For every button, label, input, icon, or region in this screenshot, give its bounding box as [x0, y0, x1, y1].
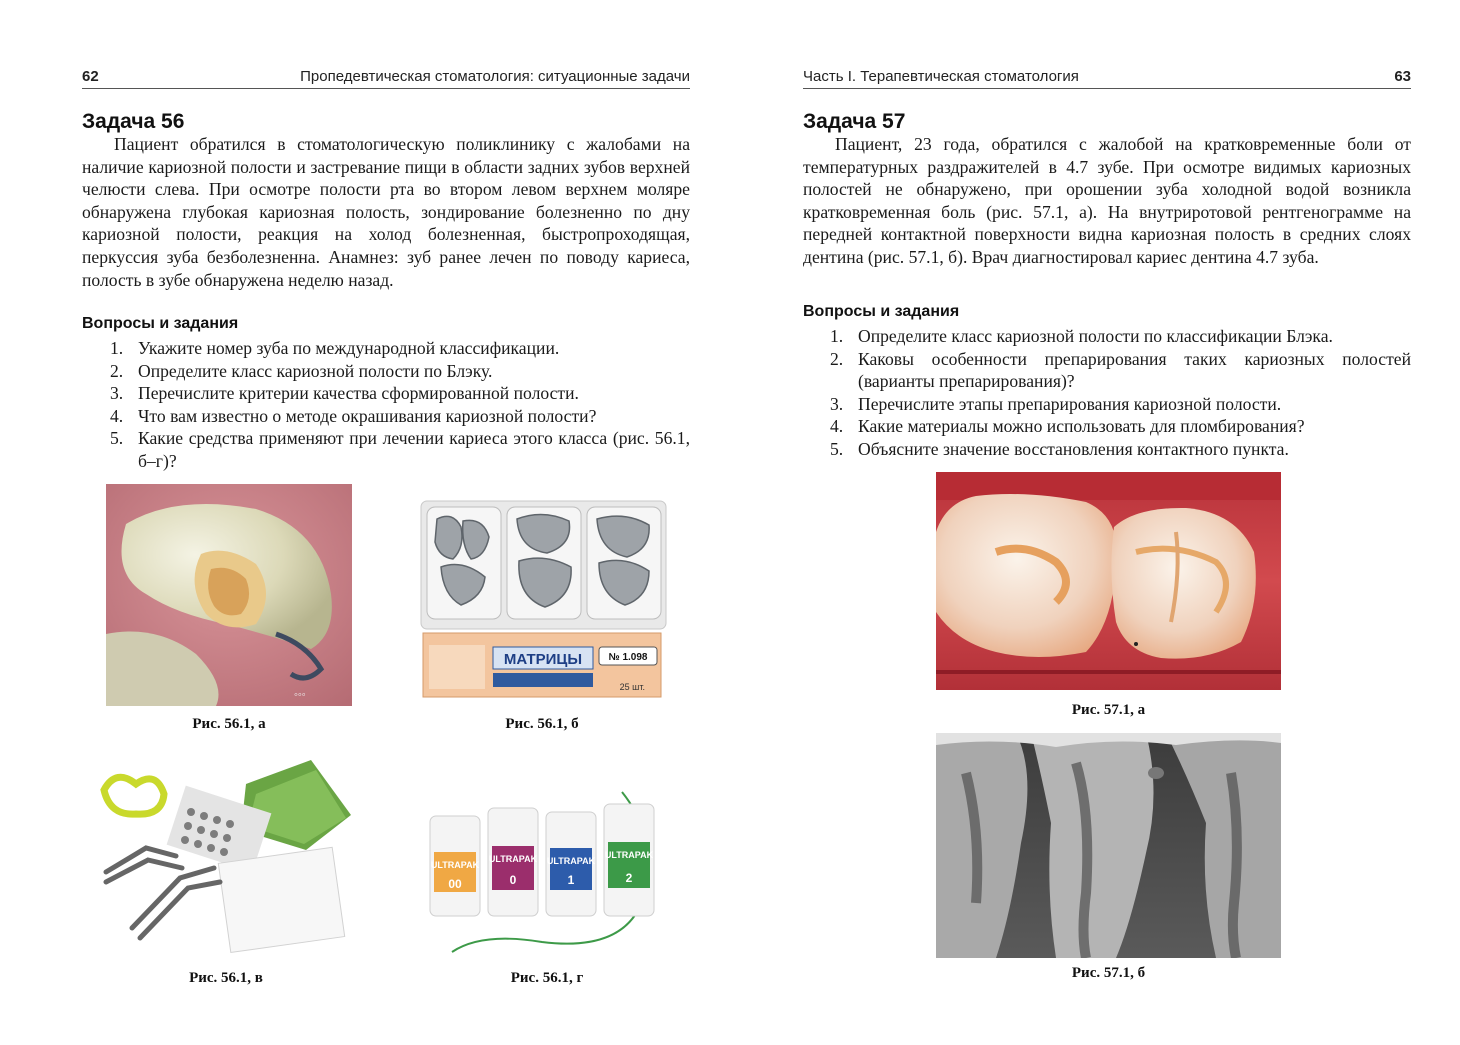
task-title: Задача 57 [803, 110, 906, 133]
question-text: Перечислите критерии качества сформированной полости. [138, 383, 579, 404]
task-text: Пациент, 23 года, обратился с жалобой на кратковременные боли от температурных раздражителей в 4.7 зубе. При осмотре видимых кариозных полостей не обнаружено, при орошении зуба холодной водой возникла кратковременная боль (рис. 57.1, а). На внутриротовой рентгенограмме на передней контактной поверхности видна кариозная полость в средних слоях дентина (рис. 57.1, б). Врач диагностировал кариес дентина 4.7 зуба. [803, 134, 1411, 267]
box-count: 25 шт. [619, 682, 645, 692]
molars-photo-image [936, 472, 1281, 690]
figure-xray [936, 733, 1281, 958]
running-title: Часть I. Терапевтическая стоматология [803, 68, 1079, 85]
question-number: 2. [110, 360, 124, 381]
question-text: Какие средства применяют при лечении кариеса этого класса (рис. 56.1, б–г)? [138, 428, 690, 471]
question-text: Укажите номер зуба по международной классификации. [138, 338, 560, 358]
question-number: 4. [110, 405, 124, 426]
question-item [830, 393, 1411, 416]
question-item [830, 438, 1411, 461]
question-text: Что вам известно о методе окрашивания кариозной полости? [138, 405, 597, 426]
figure-molars-photo [936, 472, 1281, 690]
question-text: Каковы особенности препарирования таких кариозных полостей (варианты препарирования)? [858, 348, 1411, 392]
question-text: Какие материалы можно использовать для пломбирования? [858, 416, 1305, 437]
questions-title: Вопросы и задания [82, 315, 239, 332]
right-page [730, 0, 1460, 1045]
task-text: Пациент обратился в стоматологическую поликлинику с жалобами на наличие кариозной полости и застревание пищи в области задних зубов верхней челюсти слева. При осмотре полости рта во втором левом верхнем моляре обнаружена глубокая кариозная полость, зондирование болезненно по дну кариозной полости, реакция на холод болезненная, быстропроходящая, перкуссия зуба безболезненна. Анамнез: зуб ранее лечен по поводу кариеса, полость в зубе обнаружена неделю назад. [82, 134, 690, 290]
page-number: 63 [1394, 68, 1411, 85]
question-number: 5. [830, 438, 844, 459]
box-number: № 1.098 [608, 652, 648, 663]
question-item [110, 427, 690, 472]
bottle-size: 2 [625, 871, 633, 885]
question-text: Объясните значение восстановления контактного пункта. [858, 438, 1289, 459]
questions-title: Вопросы и задания [803, 303, 960, 320]
bottle-label: ULTRAPAK [604, 850, 654, 860]
bottle-label: ULTRAPAK [430, 860, 480, 870]
question-item [830, 325, 1411, 348]
question-item [110, 337, 690, 360]
figure-caption: Рис. 56.1, г [510, 970, 584, 986]
figure-rubber-dam-kit [96, 760, 356, 955]
rubber-dam-kit-image [96, 760, 356, 955]
svg-text:◦◦◦: ◦◦◦ [294, 689, 306, 701]
figure-tooth-closeup [106, 484, 352, 706]
running-header [82, 64, 690, 89]
figure-caption: Рис. 57.1, б [1071, 965, 1146, 981]
bottle-label: ULTRAPAK [546, 856, 596, 866]
figure-caption: Рис. 57.1, а [1071, 702, 1146, 718]
bottle-label: ULTRAPAK [488, 854, 538, 864]
box-title: МАТРИЦЫ [503, 651, 583, 668]
running-header [803, 64, 1411, 89]
question-text: Перечислите этапы препарирования кариозной полости. [858, 393, 1282, 414]
task-title: Задача 56 [82, 110, 185, 133]
task-body [82, 133, 690, 291]
question-number: 1. [110, 338, 124, 358]
question-number: 3. [110, 383, 124, 404]
figure-caption: Рис. 56.1, в [189, 970, 263, 986]
questions-list [110, 337, 690, 473]
question-number: 1. [830, 326, 844, 346]
question-number: 5. [110, 428, 124, 449]
task-body [803, 133, 1411, 269]
question-number: 4. [830, 416, 844, 437]
question-item [110, 405, 690, 428]
question-item [110, 382, 690, 405]
figure-matrices-box [413, 497, 671, 702]
question-item [110, 360, 690, 383]
bottle-size: 0 [509, 873, 517, 887]
question-text: Определите класс кариозной полости по Блэку. [138, 360, 493, 381]
question-number: 2. [830, 348, 844, 369]
running-title: Пропедевтическая стоматология: ситуационные задачи [300, 68, 690, 85]
bottle-size: 1 [567, 873, 575, 887]
question-number: 3. [830, 393, 844, 414]
tooth-closeup-image [106, 484, 352, 706]
figure-caption: Рис. 56.1, а [192, 716, 266, 732]
question-item [830, 415, 1411, 438]
page-number: 62 [82, 68, 99, 85]
retraction-cord-image [422, 782, 672, 962]
figure-retraction-cord [422, 782, 672, 962]
xray-image [936, 733, 1281, 958]
figure-caption: Рис. 56.1, б [505, 716, 579, 732]
bottle-size: 00 [448, 877, 462, 891]
question-item [830, 348, 1411, 393]
question-text: Определите класс кариозной полости по классификации Блэка. [858, 326, 1333, 346]
matrices-box-image [413, 497, 671, 702]
questions-list [830, 325, 1411, 461]
